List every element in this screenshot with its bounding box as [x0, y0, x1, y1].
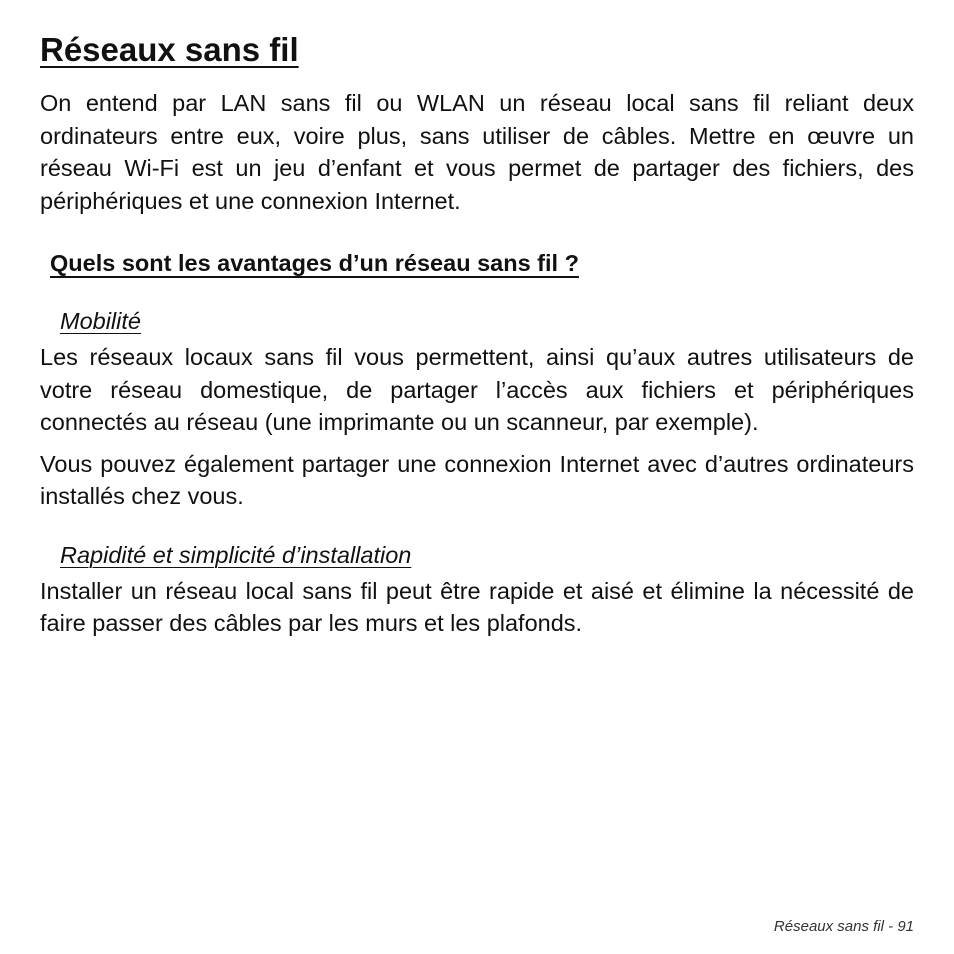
- footer-section-name: Réseaux sans fil -: [773, 918, 894, 935]
- footer-page-number: 91: [897, 918, 914, 935]
- installation-paragraph-1: Installer un réseau local sans fil peut être rapide et aisé et élimine la nécessité de faire passer des câbles par les murs et les plafonds.: [40, 577, 914, 636]
- intro-paragraph: On entend par LAN sans fil ou WLAN un réseau local sans fil reliant deux ordinateurs entre eux, voire plus, sans utiliser de câbles. Mettre en œuvre un réseau Wi-Fi est un jeu d’enfant et vous permet de partager des fichiers, des périphériques et une connexion Internet.: [40, 90, 914, 214]
- mobility-paragraph-2: Vous pouvez également partager une connexion Internet avec d’autres ordinateurs installés chez vous.: [40, 450, 914, 509]
- subsection-heading-mobility: Mobilité: [60, 308, 141, 334]
- page-title: Réseaux sans fil: [40, 31, 299, 68]
- page-content: [40, 28, 914, 640]
- page-footer: [774, 917, 914, 937]
- section-heading-advantages: Quels sont les avantages d’un réseau sans fil ?: [50, 250, 579, 276]
- subsection-heading-installation: Rapidité et simplicité d’installation: [60, 541, 412, 568]
- mobility-paragraph-1: Les réseaux locaux sans fil vous permettent, ainsi qu’aux autres utilisateurs de votre réseau domestique, de partager l’accès aux fichiers et périphériques connectés au réseau (une imprimante ou un scanneur, par exemple).: [40, 344, 914, 435]
